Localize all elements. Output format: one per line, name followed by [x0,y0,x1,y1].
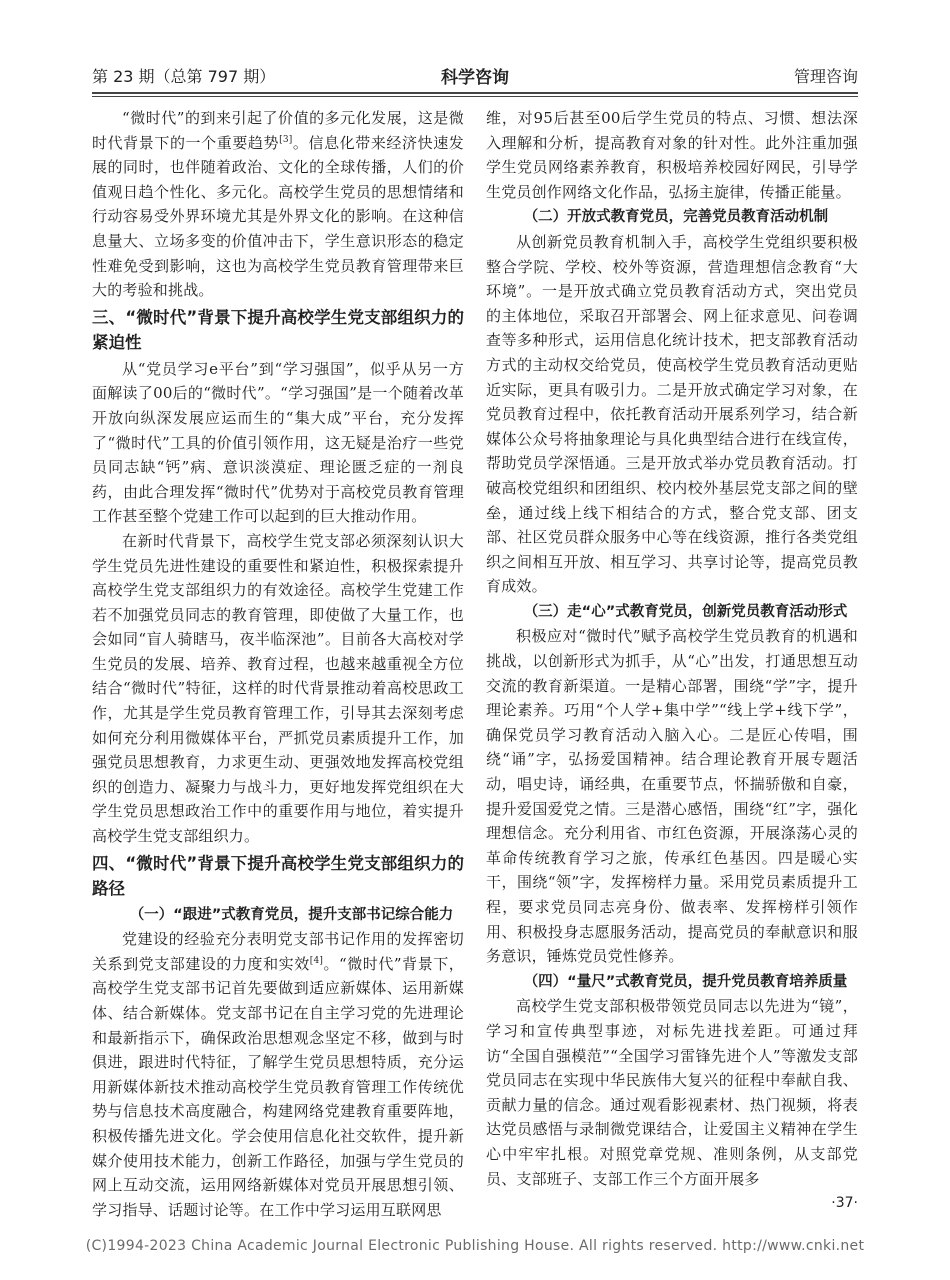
subsection-heading-2: （二）开放式教育党员，完善党员教育活动机制 [523,209,829,226]
subsection-heading-4: （四）“量尺”式教育党员，提升党员教育培养质量 [523,973,848,990]
running-header [92,62,858,92]
paragraph: 党建设的经验充分表明党支部书记作用的发挥密切关系到党支部建设的力度和实效[4]。“微时代”背景下，高校学生党支部书记首先要做到适应新媒体、运用新媒体、结合新媒体。党支部书记在自主学习党的先进理论和最新指示下，确保政治思想观念坚定不移，做到与时俱进，跟进时代特征，了解学生党员思想特质，充分运用新媒体新技术推动高校学生党员教育管理工作传统优势与信息技术高度融合，构建网络党建教育重要阵地，积极传播先进文化。学会使用信息化社交软件，提升新媒介使用技术能力，创新工作路径，加强与学生党员的网上互动交流，运用网络新媒体对党员开展思想引领、学习指导、话题讨论等。在工作中学习运用互联网思 [92,930,464,1219]
paragraph: 从创新党员教育机制入手，高校学生党组织要积极整合学院、学校、校外等资源，营造理想信念教育“大环境”。一是开放式确立党员教育活动方式，突出党员的主体地位，采取召开部署会、网上征求意见、问卷调查等多种形式，运用信息化统计技术，把支部教育活动方式的主动权交给党员，使高校学生党员教育活动更贴近实际，更具有吸引力。二是开放式确定学习对象，在党员教育过程中，依托教育活动开展系列学习，结合新媒体公众号将抽象理论与具化典型结合进行在线宣传，帮助党员学深悟通。三是开放式举办党员教育活动。打破高校党组织和团组织、校内校外基层党支部之间的壁垒，通过线上线下相结合的方式，整合党支部、团支部、社区党员群众服务中心等在线资源，推行各类党组织之间相互开放、相互学习、共享讨论等，提高党员教育成效。 [486,232,858,596]
paragraph: “微时代”的到来引起了价值的多元化发展，这是微时代背景下的一个重要趋势[3]。信息化带来经济快速发展的同时，也伴随着政治、文化的全球传播，人们的价值观日趋个性化、多元化。高校学生党员的思想情绪和行动容易受外界环境尤其是外界文化的影响。在这种信息量大、立场多变的价值冲击下，学生意识形态的稳定性难免受到影响，这也为高校学生党员教育管理带来巨大的考验和挑战。 [92,109,465,300]
right-column [486,106,858,1191]
journal-title: 科学咨询 [441,68,509,88]
section-heading-3: 三、“微时代”背景下提升高校学生党支部组织力的紧迫性 [92,307,464,353]
section-name: 管理咨询 [793,67,858,86]
citation-ref[interactable]: [3] [279,134,293,145]
paragraph: 维，对95后甚至00后学生党员的特点、习惯、想法深入理解和分析，提高教育对象的针对性。此外注重加强学生党员网络素养教育，积极培养校园好网民，引导学生党员创作网络文化作品，弘扬主旋律，传播正能量。 [486,109,858,201]
paragraph: 在新时代背景下，高校学生党支部必须深刻认识大学生党员先进性建设的重要性和紧迫性，积极探索提升高校学生党支部组织力的有效途径。高校学生党建工作若不加强党员同志的教育管理，即使做了大量工作，也会如同“盲人骑瞎马，夜半临深池”。目前各大高校对学生党员的发展、培养、教育过程，也越来越重视全方位结合“微时代”特征，这样的时代背景推动着高校思政工作，尤其是学生党员教育管理工作，引导其去深刻考虑如何充分利用微媒体平台，严抓党员素质提升工作，加强党员思想教育，力求更生动、更强效地发挥高校党组织的创造力、凝聚力与战斗力，更好地发挥党组织在大学生党员思想政治工作中的重要作用与地位，着实提升高校学生党支部组织力。 [92,531,464,846]
header-rule-thin [92,96,858,97]
paragraph: 积极应对“微时代”赋予高校学生党员教育的机遇和挑战，以创新形式为抓手，从“心”出发，打通思想互动交流的教育新渠道。一是精心部署，围绕“学”字，提升理论素养。巧用“个人学+集中学”“线上学+线下学”，确保党员学习教育活动入脑入心。二是匠心传唱，围绕“诵”字，弘扬爱国精神。结合理论教育开展专题活动，唱史诗，诵经典，在重要节点，怀揣骄傲和自豪，提升爱国爱党之情。三是潜心感悟，围绕“红”字，强化理想信念。充分利用省、市红色资源，开展涤荡心灵的革命传统教育学习之旅，传承红色基因。四是暖心实干，围绕“领”字，发挥榜样力量。采用党员素质提升工程，要求党员同志亮身份、做表率、发挥榜样引领作用、积极投身志愿服务活动，提高党员的奉献意识和服务意识，锤炼党员党性修养。 [486,627,858,966]
section-heading-4: 四、“微时代”背景下提升高校学生党支部组织力的路径 [92,853,464,899]
header-rule [92,92,858,94]
paragraph: 高校学生党支部积极带领党员同志以先进为“镜”，学习和宣传典型事迹，对标先进找差距。可通过拜访“全国自强模范”“全国学习雷锋先进个人”等激发支部党员同志在实现中华民族伟大复兴的征程中奉献自我、贡献力量的信念。通过观看影视素材、热门视频，将表达党员感悟与录制微党课结合，让爱国主义精神在学生心中牢牢扎根。对照党章党规、准则条例，从支部党员、支部班子、支部工作三个方面开展多 [486,997,858,1188]
citation-ref[interactable]: [4] [309,955,324,966]
page-number: ·37· [831,1195,858,1211]
subsection-heading-1: （一）“跟进”式教育党员，提升支部书记综合能力 [129,906,454,923]
issue-number: 第 23 期（总第 797 期） [92,67,276,86]
copyright-footer: (C)1994-2023 China Academic Journal Electronic Publishing House. All rights reserved. http://www.cnki.net [85,1238,865,1254]
paragraph: 从“党员学习e平台”到“学习强国”，似乎从另一方面解读了00后的“微时代”。“学习强国”是一个随着改革开放向纵深发展应运而生的“集大成”平台，充分发挥了“微时代”工具的价值引领作用，这无疑是治疗一些党员同志缺“钙”病、意识淡漠症、理论匮乏症的一剂良药，由此合理发挥“微时代”优势对于高校党员教育管理工作甚至整个党建工作可以起到的巨大推动作用。 [92,359,464,526]
subsection-heading-3: （三）走“心”式教育党员，创新党员教育活动形式 [523,603,848,620]
left-column [92,106,464,1222]
